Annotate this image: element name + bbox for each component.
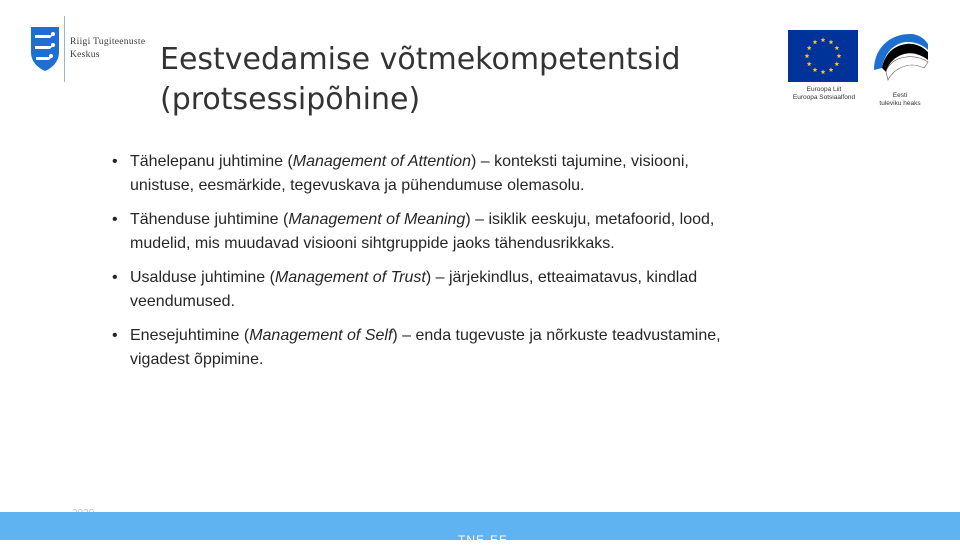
eu-caption-line-1: Euroopa Liit [806, 86, 842, 93]
bullet-item [112, 208, 752, 256]
bullet-english-term: Management of Meaning [288, 211, 466, 228]
estonian-swallow-icon [870, 30, 930, 90]
bullet-description: ) – järjekindlus, etteaimatavus, kindlad veendumused. [130, 269, 698, 310]
bullet-term: Tähelepanu juhtimine [130, 153, 283, 170]
bullet-description: ) – konteksti tajumine, visiooni, unistuse, eesmärkide, tegevuskava ja pühendumuse olemasolu. [130, 153, 689, 194]
bullet-english-term: Management of Trust [274, 269, 426, 286]
rtk-logo [30, 14, 150, 84]
bullet-english-term: Management of Self [249, 327, 393, 344]
slide-title [160, 40, 760, 120]
logo-divider [64, 16, 65, 82]
bullet-dot: • [112, 211, 118, 228]
eu-flag-icon [788, 30, 858, 82]
bullet-dot: • [112, 269, 118, 286]
bullet-paren-open: ( [278, 211, 289, 228]
eu-logo [786, 30, 862, 104]
bullet-item [112, 266, 752, 314]
slide-title-line-2: (protsessipõhine) [160, 82, 421, 117]
bullet-term: Enesejuhtimine [130, 327, 240, 344]
bullet-english-term: Management of Attention [292, 153, 471, 170]
coat-of-arms-icon [30, 26, 60, 72]
footer-text: TNE-EE [458, 533, 509, 547]
ee-caption-line-1: Eesti [892, 92, 908, 99]
rtk-logo-text [70, 36, 145, 62]
ee-caption [870, 92, 930, 108]
bullet-term: Usalduse juhtimine [130, 269, 266, 286]
bullet-term: Tähenduse juhtimine [130, 211, 279, 228]
bullet-paren-open: ( [283, 153, 293, 170]
eu-caption [786, 86, 862, 102]
rtk-logo-line-2: Keskus [70, 50, 100, 60]
bullet-description: ) – enda tugevuste ja nõrkuste teadvustamine, vigadest õppimine. [130, 327, 721, 368]
rtk-logo-line-1: Riigi Tugiteenuste [70, 37, 146, 47]
bullet-paren-open: ( [239, 327, 250, 344]
ee-caption-line-2: tuleviku heaks [879, 100, 921, 107]
eu-caption-line-2: Euroopa Sotsiaalfond [792, 94, 856, 101]
bullet-dot: • [112, 153, 118, 170]
bullet-list [112, 150, 752, 372]
estonia-logo [870, 30, 930, 107]
bullet-item [112, 324, 752, 372]
bullet-item [112, 150, 752, 198]
bullet-description: ) – isiklik eeskuju, metafoorid, lood, mudelid, mis muudavad visiooni sihtgruppide jaoks tähendusrikkaks. [130, 211, 715, 252]
bullet-paren-open: ( [265, 269, 275, 286]
bullet-dot: • [112, 327, 118, 344]
slide-title-line-1: Eestvedamise võtmekompetentsid [160, 42, 681, 77]
